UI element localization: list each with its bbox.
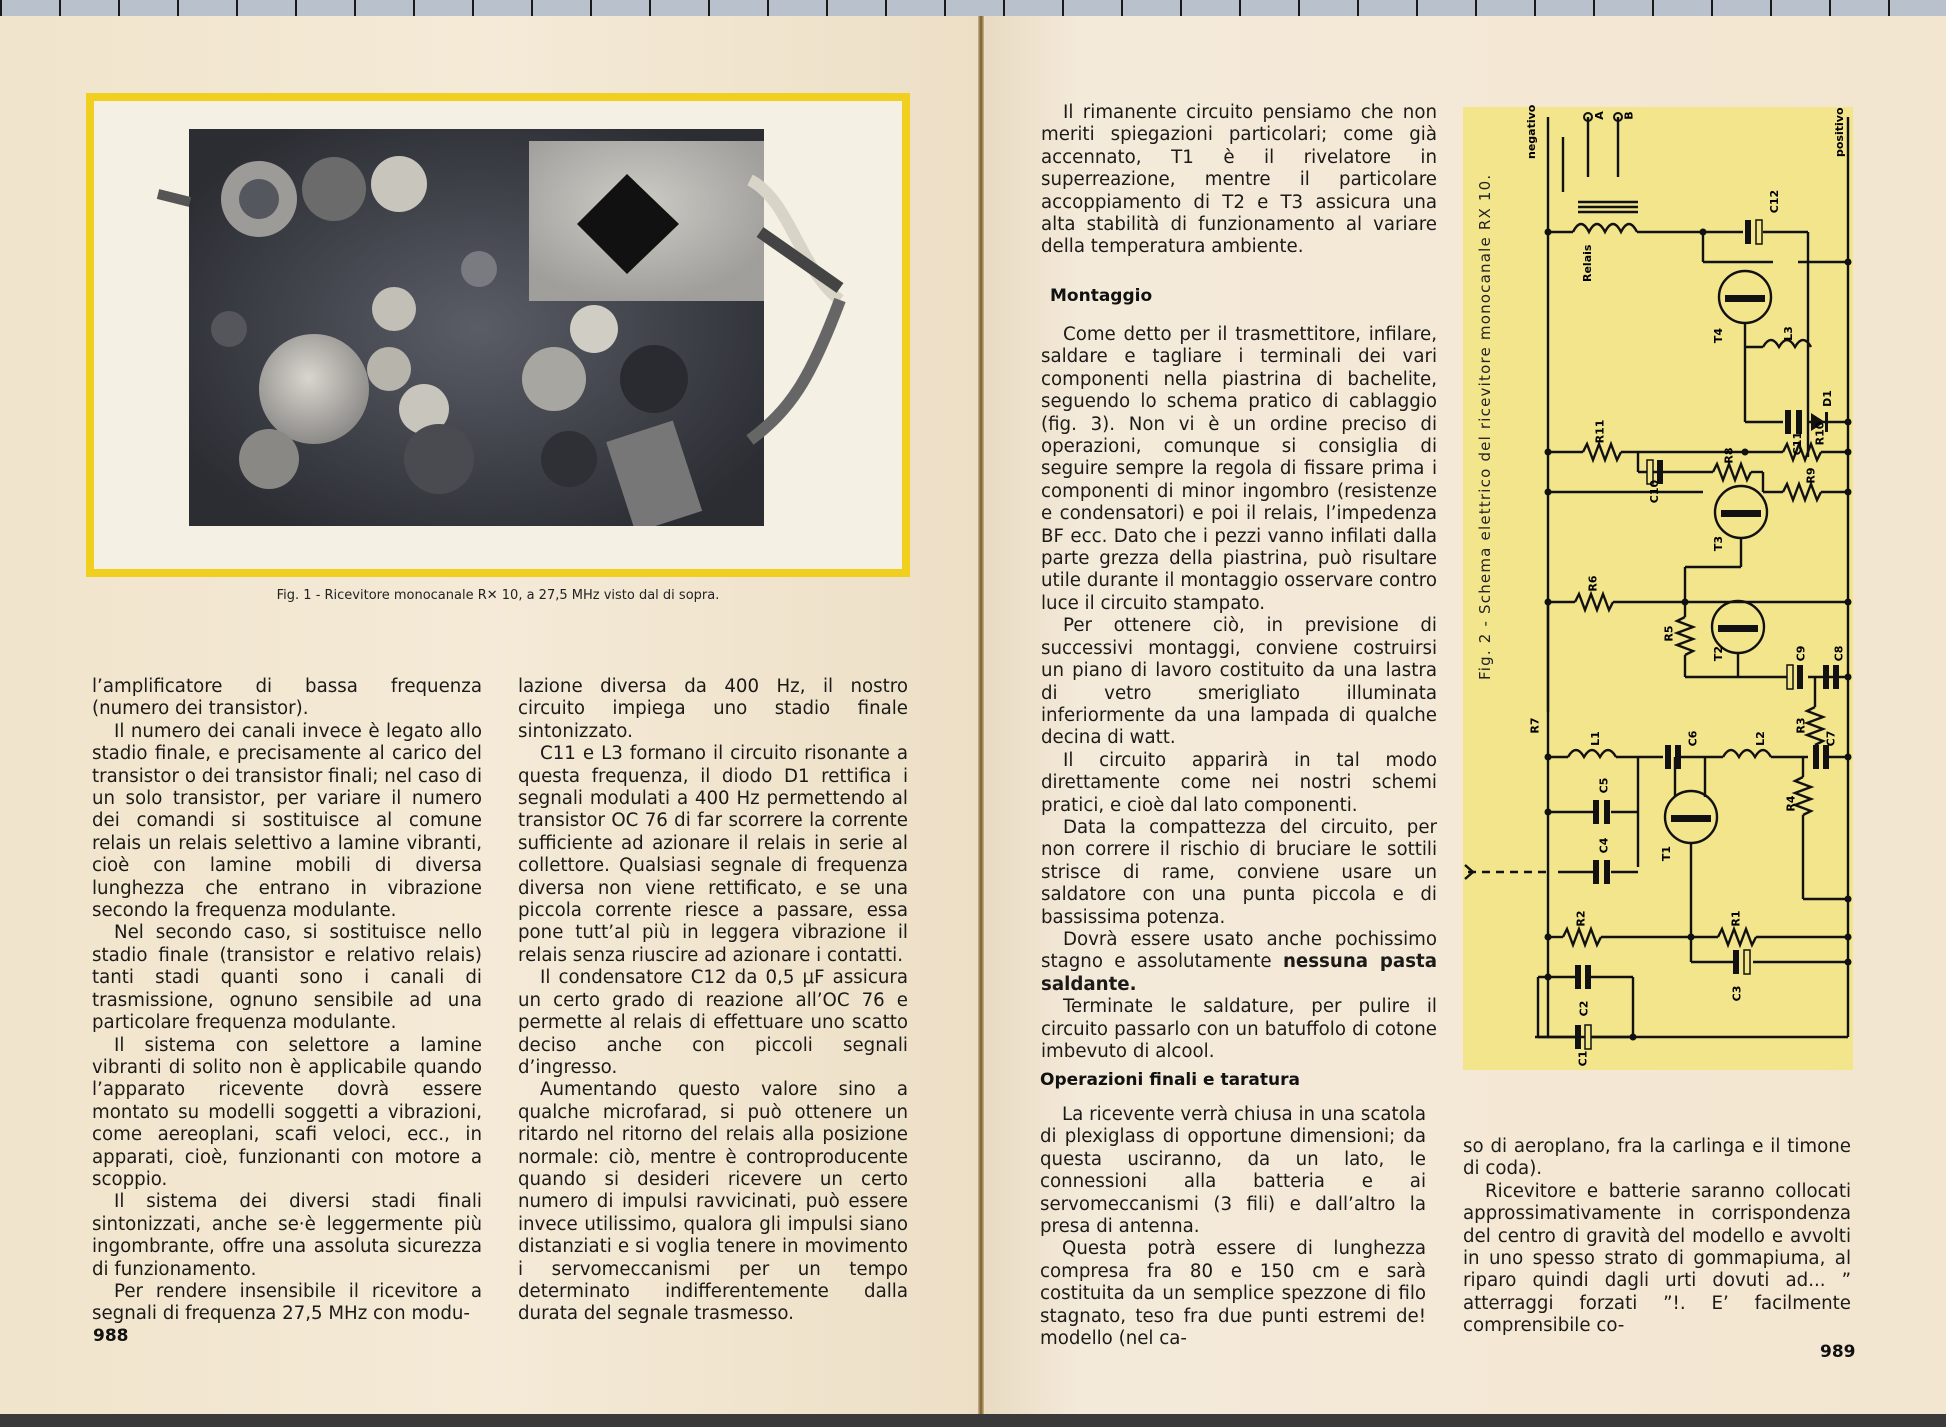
label-c8: C8 [1832,645,1846,662]
label-c2: C2 [1577,1000,1591,1017]
label-c12: C12 [1768,189,1782,214]
paragraph: Il condensatore C12 da 0,5 μF assicura un certo grado di reazione all’OC 76 e permette al relais di effettuare uno scatto deciso anche con piccoli segnali d’ingresso. [518,967,908,1078]
paragraph: C11 e L3 formano il circuito risonante a questa frequenza, il diodo D1 rettifica i segnali modulati a 400 Hz permettendo al transistor OC 76 di far scorrere la corrente sufficiente ad azionare il relais in serie al collettore. Qualsiasi segnale di frequenza diversa non viene rettificato, e se una piccola corrente riesce a passare, essa pone tutt’al più in leggera vibrazione il relais senza riuscire ad azionare i contatti. [518,743,908,966]
label-r6: R6 [1586,575,1600,592]
label-r8: R8 [1722,447,1736,464]
figure-1-caption: Fig. 1 - Ricevitore monocanale R✕ 10, a 27,5 MHz visto dal di sopra. [276,588,720,603]
label-t4: T4 [1712,327,1726,344]
label-c11: C11 [1791,431,1805,456]
paragraph: Questa potrà essere di lunghezza compresa fra 80 e 150 cm e sarà costituita da un semplice spezzone di filo stagnato, teso fra due punti estremi de! modello (nel ca- [1040,1238,1426,1350]
label-c5: C5 [1597,777,1611,794]
section-heading-montaggio: Montaggio [1050,286,1153,306]
section-operazioni-body [1040,1104,1426,1350]
paragraph: Aumentando questo valore sino a qualche microfarad, si può ottenere un ritardo nel ritorno del relais alla posizione normale: ciò, mentre è controproducente quando si desideri ricevere un certo numero di impulsi ravvicinati, può essere invece utilissimo, qualora gli impulsi siano distanziati e si voglia tenere in movimento i servomeccanismi per un tempo determinato indifferentemente dalla durata del segnale trasmesso. [518,1079,908,1325]
label-d1: D1 [1820,390,1834,407]
page-number-left: 988 [93,1326,129,1346]
paragraph: lazione diversa da 400 Hz, il nostro circuito impiega uno stadio finale sintonizzato. [518,676,908,742]
label-c10: C10 [1648,479,1662,504]
label-c1: C1 [1576,1050,1590,1067]
label-c9: C9 [1794,645,1808,662]
label-c6: C6 [1686,730,1700,747]
label-relais: Relais [1581,244,1594,282]
label-r5: R5 [1662,625,1676,642]
label-c3: C3 [1730,985,1744,1002]
label-negativo: negativo [1525,104,1538,159]
label-c7: C7 [1824,730,1838,747]
page-gutter [978,16,984,1414]
label-r10: R10 [1813,421,1827,446]
figure-2-caption: Fig. 2 - Schema elettrico del ricevitore monocanale RX 10. [1476,173,1494,680]
paragraph: Il circuito apparirà in tal modo direttamente come nei nostri schemi pratici, e cioè dal lato componenti. [1041,749,1437,816]
paragraph: Ricevitore e batterie saranno collocati approssimativamente in corrispondenza del centro di gravità del modello e avvolti in uno spesso strato di gommapiuma, al riparo quindi dagli urti dovuti ad... ” atterraggi forzati ”!. E’ facilmente comprensibile co- [1463,1180,1851,1337]
paragraph: so di aeroplano, fra la carlinga e il timone di coda). [1463,1136,1851,1180]
figure-1-cables [150,140,910,520]
scanner-bottom-edge [0,1414,1946,1427]
paragraph: Terminate le saldature, per pulire il circuito passarlo con un batuffolo di cotone imbevuto di alcool. [1041,996,1437,1062]
label-positivo: positivo [1833,107,1846,157]
paragraph: Il sistema dei diversi stadi finali sintonizzati, anche se·è leggermente più ingombrante, offre una assoluta sicurezza di funzionamento. [92,1191,482,1280]
label-terminal-b: B [1622,111,1636,120]
section-montaggio-body [1041,324,1437,1063]
paragraph: Il sistema con selettore a lamine vibranti di solito non è applicabile quando l’apparato ricevente dovrà essere montato su modelli soggetti a vibrazioni, come aereoplani, scafi veloci, ecc., in apparati, cioè, funzionanti con motore a scoppio. [92,1034,482,1190]
paragraph: Per rendere insensibile il ricevitore a segnali di frequenza 27,5 MHz con modu- [92,1280,482,1325]
right-intro [1041,102,1437,259]
page-number-right: 989 [1820,1342,1856,1362]
label-l1: L1 [1588,731,1602,746]
label-t2: T2 [1712,645,1726,662]
paragraph [1041,929,1437,996]
figure-2-schematic [1463,104,1853,1070]
label-c4: C4 [1597,837,1611,854]
label-terminal-a: A [1592,111,1606,120]
paragraph: La ricevente verrà chiusa in una scatola di plexiglass di opportune dimensioni; da questa usciranno, da un lato, le connessioni alla batteria e ai servomeccanismi (3 fili) e dall’altro la presa di antenna. [1040,1104,1426,1238]
paragraph: Nel secondo caso, si sostituisce nello stadio finale (transistor e relativo relais) tanti stadi quanti sono i canali di trasmissione, ognuno sensibile ad una particolare frequenza modulante. [92,922,482,1034]
circuit-diagram [1463,104,1853,1070]
label-r9: R9 [1804,467,1818,484]
label-t3: T3 [1712,535,1726,552]
label-l2: L2 [1753,731,1767,746]
emphasis-text: nessuna pasta saldante. [1041,951,1437,995]
left-column-2 [518,676,908,1326]
paragraph: Il rimanente circuito pensiamo che non meriti spiegazioni particolari; come già accennato, T1 è il rivelatore in superreazione, mentre il particolare accoppiamento di T2 e T3 assicura una alta stabilità di funzionamento al variare della temperatura ambiente. [1041,102,1437,258]
figure-2-caption-wrapper [1476,173,1516,680]
label-r1: R1 [1729,910,1743,927]
paragraph: Il numero dei canali invece è legato allo stadio finale, e precisamente al carico del transistor o dei transistor finali; nel caso di un solo transistor, per variare il numero dei comandi si sostituisce al comune relais un relais selettivo a lamine vibranti, cioè con lamine mobili di diversa lunghezza che entrano in vibrazione secondo la frequenza modulante. [92,720,482,922]
paragraph: Come detto per il trasmettitore, infilare, saldare e tagliare i terminali dei vari componenti nella piastrina di bachelite, seguendo lo schema pratico di cablaggio (fig. 3). Non vi è un ordine preciso di operazioni, comunque si consiglia di seguire sempre la regola di fissare prima i componenti di minor ingombro (resistenze e condensatori) e poi il relais, l’impedenza BF ecc. Dato che i pezzi vanno infilati dalla parte grezza della piastrina, può risultare utile durante il montaggio osservare contro luce il circuito stampato. [1041,324,1437,614]
paragraph: Per ottenere ciò, in previsione di successivi montaggi, conviene costruirsi un piano di lavoro costituito da una lastra di vetro smerigliato illuminata inferiormente da una lampada di qualche decina di watt. [1041,615,1437,749]
label-r3: R3 [1794,717,1808,734]
label-t1: T1 [1660,845,1674,862]
label-r11: R11 [1593,419,1607,444]
paragraph: Data la compattezza del circuito, per non correre il rischio di bruciare le sottili strisce di rame, conviene usare un saldatore con una punta piccola e di bassissima potenza. [1041,816,1437,928]
label-l3: L3 [1781,326,1795,341]
label-r2: R2 [1574,910,1588,927]
left-column-1 [92,676,482,1326]
label-r7: R7 [1528,717,1542,734]
paragraph-text: Dovrà essere usato anche pochissimo stagno e assolutamente [1041,928,1437,973]
paragraph: l’amplificatore di bassa frequenza (numero dei transistor). [92,676,482,720]
label-r4: R4 [1784,795,1798,812]
right-column-2-text [1463,1136,1851,1338]
section-heading-operazioni: Operazioni finali e taratura [1040,1070,1300,1090]
